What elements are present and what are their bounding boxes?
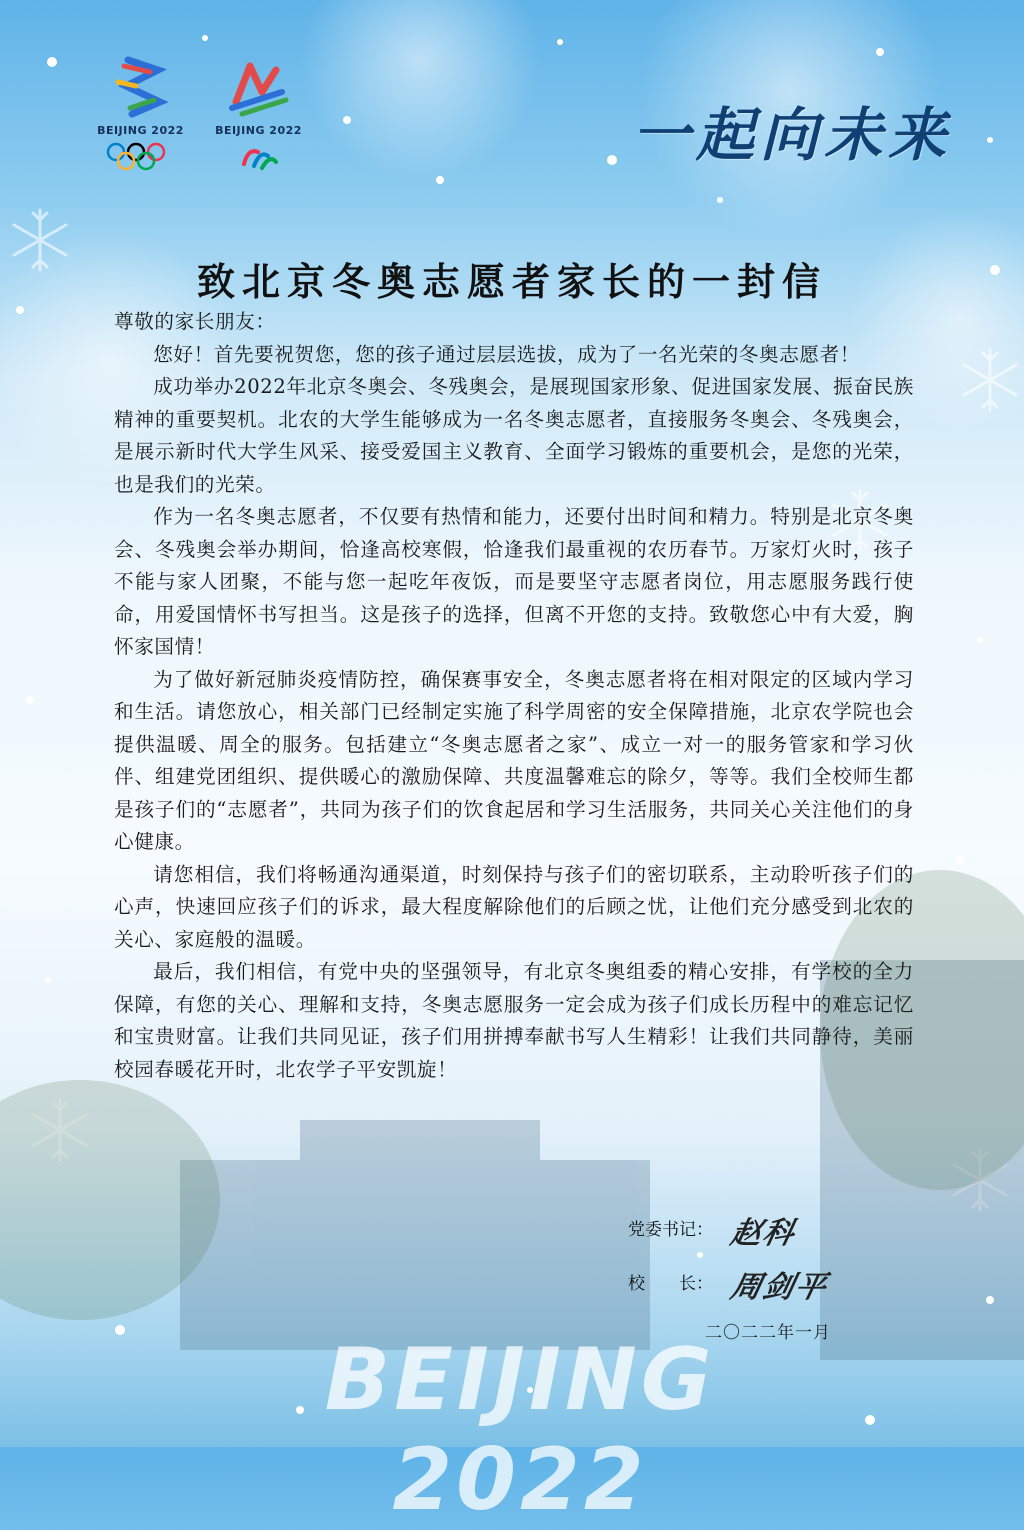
beijing-2022-logos (88, 52, 318, 182)
slogan-together-for-shared-future: 一起向未来 (631, 101, 952, 169)
olympic-emblem-icon (88, 52, 193, 122)
letter-body (114, 306, 914, 1086)
secretary-signature-line (628, 1208, 799, 1252)
secretary-signature: 赵科 (727, 1216, 799, 1251)
paragraph-congratulations: 您好！首先要祝贺您，您的孩子通过层层选拔，成为了一名光荣的冬奥志愿者！ (153, 342, 860, 366)
olympic-logo-text: BEIJING 2022 (97, 124, 184, 137)
letter-title: 致北京冬奥志愿者家长的一封信 (196, 259, 827, 305)
agitos-icon (206, 142, 311, 172)
letter-greeting: 尊敬的家长朋友： (114, 310, 276, 333)
secretary-label: 党委书记： (628, 1219, 713, 1240)
olympic-rings-icon (88, 142, 193, 172)
president-label: 校 长： (628, 1273, 713, 1294)
paragraph-safety: 为了做好新冠肺炎疫情防控，确保赛事安全，冬奥志愿者将在相对限定的区域内学习和生活。请您放心，相关部门已经制定实施了科学周密的安全保障措施，北京农学院也会提供温暖、周全的服务。包括建立“冬奥志愿者之家”、成立一对一的服务管家和学习伙伴、组建党团组织、提供暖心的激励保障、共度温馨难忘的除夕，等等。我们全校师生都是孩子们的“志愿者”，共同为孩子们的饮食起居和学习生活服务，共同关心关注他们的身心健康。 (114, 667, 914, 853)
letter-date: 二〇二二年一月 (705, 1323, 831, 1343)
president-signature-line (628, 1262, 831, 1306)
paralympic-emblem (206, 52, 311, 177)
footer-beijing-2022-text: BEIJING 2022 (324, 1330, 716, 1530)
paragraph-sacrifice: 作为一名冬奥志愿者，不仅要有热情和能力，还要付出时间和精力。特别是北京冬奥会、冬残奥会举办期间，恰逢高校寒假，恰逢我们最重视的农历春节。万家灯火时，孩子不能与家人团聚，不能与您一起吃年夜饭，而是要坚守志愿者岗位，用志愿服务践行使命，用爱国情怀书写担当。这是孩子的选择，但离不开您的支持。致敬您心中有大爱，胸怀家国情！ (114, 505, 914, 658)
president-signature: 周剑平 (727, 1270, 831, 1305)
paragraph-communication: 请您相信，我们将畅通沟通渠道，时刻保持与孩子们的密切联系，主动聆听孩子们的心声，快速回应孩子们的诉求，最大程度解除他们的后顾之忧，让他们充分感受到北农的关心、家庭般的温暖。 (114, 862, 914, 951)
olympic-emblem (88, 52, 193, 177)
paragraph-closing: 最后，我们相信，有党中央的坚强领导，有北京冬奥组委的精心安排，有学校的全力保障，有您的关心、理解和支持，冬奥志愿服务一定会成为孩子们成长历程中的难忘记忆和宝贵财富。让我们共同见证，孩子们用拼搏奉献书写人生精彩！让我们共同静待，美丽校园春暖花开时，北农学子平安凯旋！ (114, 960, 914, 1081)
paralympic-emblem-icon (206, 52, 311, 122)
paragraph-significance: 成功举办2022年北京冬奥会、冬残奥会，是展现国家形象、促进国家发展、振奋民族精神的重要契机。北农的大学生能够成为一名冬奥志愿者，直接服务冬奥会、冬残奥会，是展示新时代大学生风采、接受爱国主义教育、全面学习锻炼的重要机会，是您的光荣，也是我们的光荣。 (114, 375, 914, 496)
paralympic-logo-text: BEIJING 2022 (215, 124, 302, 137)
